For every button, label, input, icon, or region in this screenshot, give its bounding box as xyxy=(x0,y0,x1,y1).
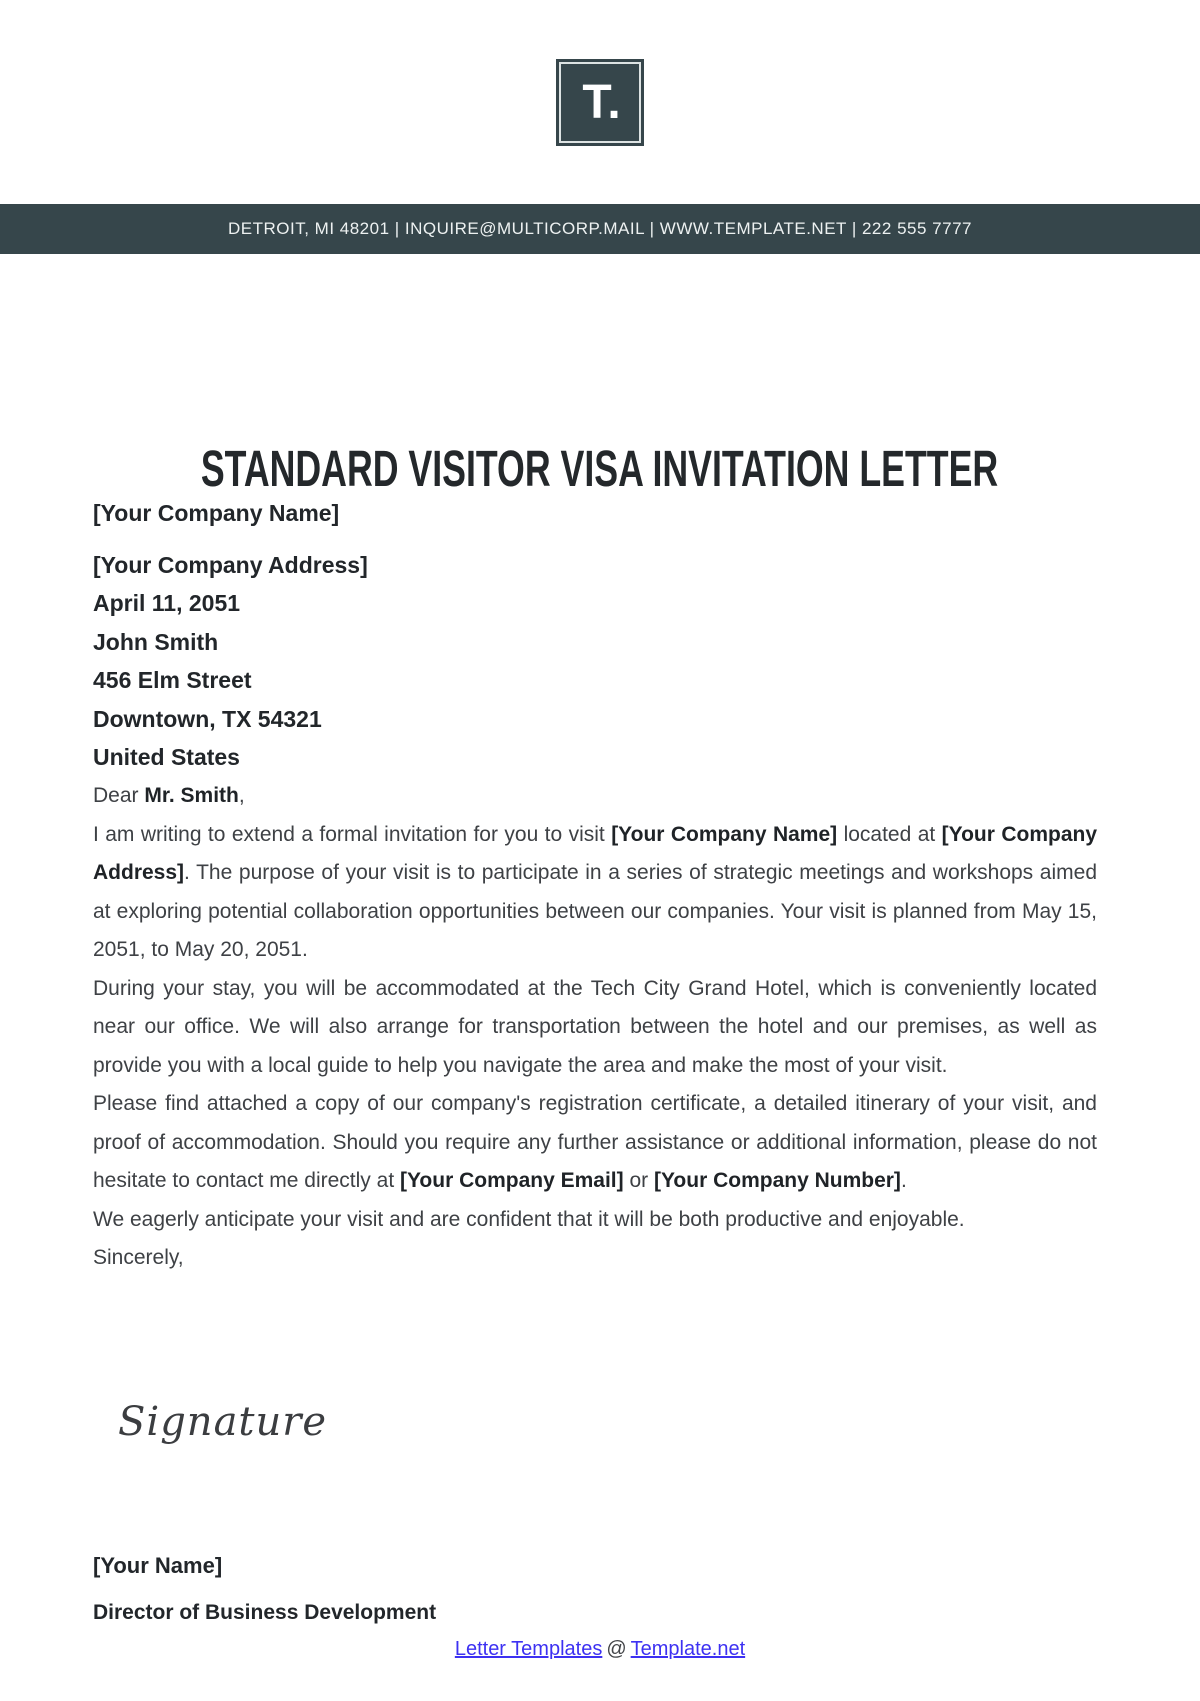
footer xyxy=(0,1638,1200,1661)
body-paragraph-4: We eagerly anticipate your visit and are confident that it will be both productive and enjoyable. xyxy=(93,1207,965,1231)
closing: Sincerely, xyxy=(93,1246,184,1269)
address-block xyxy=(93,494,368,777)
letter-templates-link[interactable]: Letter Templates xyxy=(454,1638,603,1660)
title-wrap xyxy=(0,441,1200,497)
address-line: [Your Company Address] xyxy=(93,551,368,578)
letter-title: STANDARD VISITOR VISA INVITATION LETTER xyxy=(201,440,999,497)
letter-body xyxy=(93,777,1097,1278)
company-logo xyxy=(556,59,644,146)
address-line: [Your Company Name] xyxy=(93,500,340,526)
template-net-link[interactable]: Template.net xyxy=(630,1638,746,1660)
address-line: United States xyxy=(93,744,240,770)
body-paragraph-3: Please find attached a copy of our company's registration certificate, a detailed itinerary of your visit, and proof of accommodation. Should you require any further assistance or additional information, please do not hesitate to contact me directly at [Your Company Email] or [Your Company Number]. xyxy=(93,1092,1097,1192)
address-line: Downtown, TX 54321 xyxy=(93,705,322,732)
body-paragraph-1: I am writing to extend a formal invitation for you to visit [Your Company Name] located at [Your Company Address]. The purpose of your visit is to participate in a series of strategic meetings and workshops aimed at exploring potential collaboration opportunities between our companies. Your visit is planned from May 15, 2051, to May 20, 2051. xyxy=(93,822,1098,961)
address-line: 456 Elm Street xyxy=(93,667,252,693)
contact-info: DETROIT, MI 48201 | INQUIRE@MULTICORP.MAIL | WWW.TEMPLATE.NET | 222 555 7777 xyxy=(228,219,972,238)
body-paragraph-2: During your stay, you will be accommodated at the Tech City Grand Hotel, which is conveniently located near our office. We will also arrange for transportation between the hotel and our premises, as well as provide you with a local guide to help you navigate the area and make the most of your visit. xyxy=(93,976,1097,1077)
signature-script: Signature xyxy=(118,1399,328,1445)
signer-title: Director of Business Development xyxy=(93,1601,437,1624)
address-line: April 11, 2051 xyxy=(93,590,241,616)
signer-name: [Your Name] xyxy=(93,1553,223,1578)
footer-separator: @ xyxy=(606,1638,627,1660)
address-line: John Smith xyxy=(93,628,219,655)
salutation: Dear Mr. Smith, xyxy=(93,784,245,807)
contact-bar xyxy=(0,204,1200,254)
logo-letter: T. xyxy=(582,75,622,129)
